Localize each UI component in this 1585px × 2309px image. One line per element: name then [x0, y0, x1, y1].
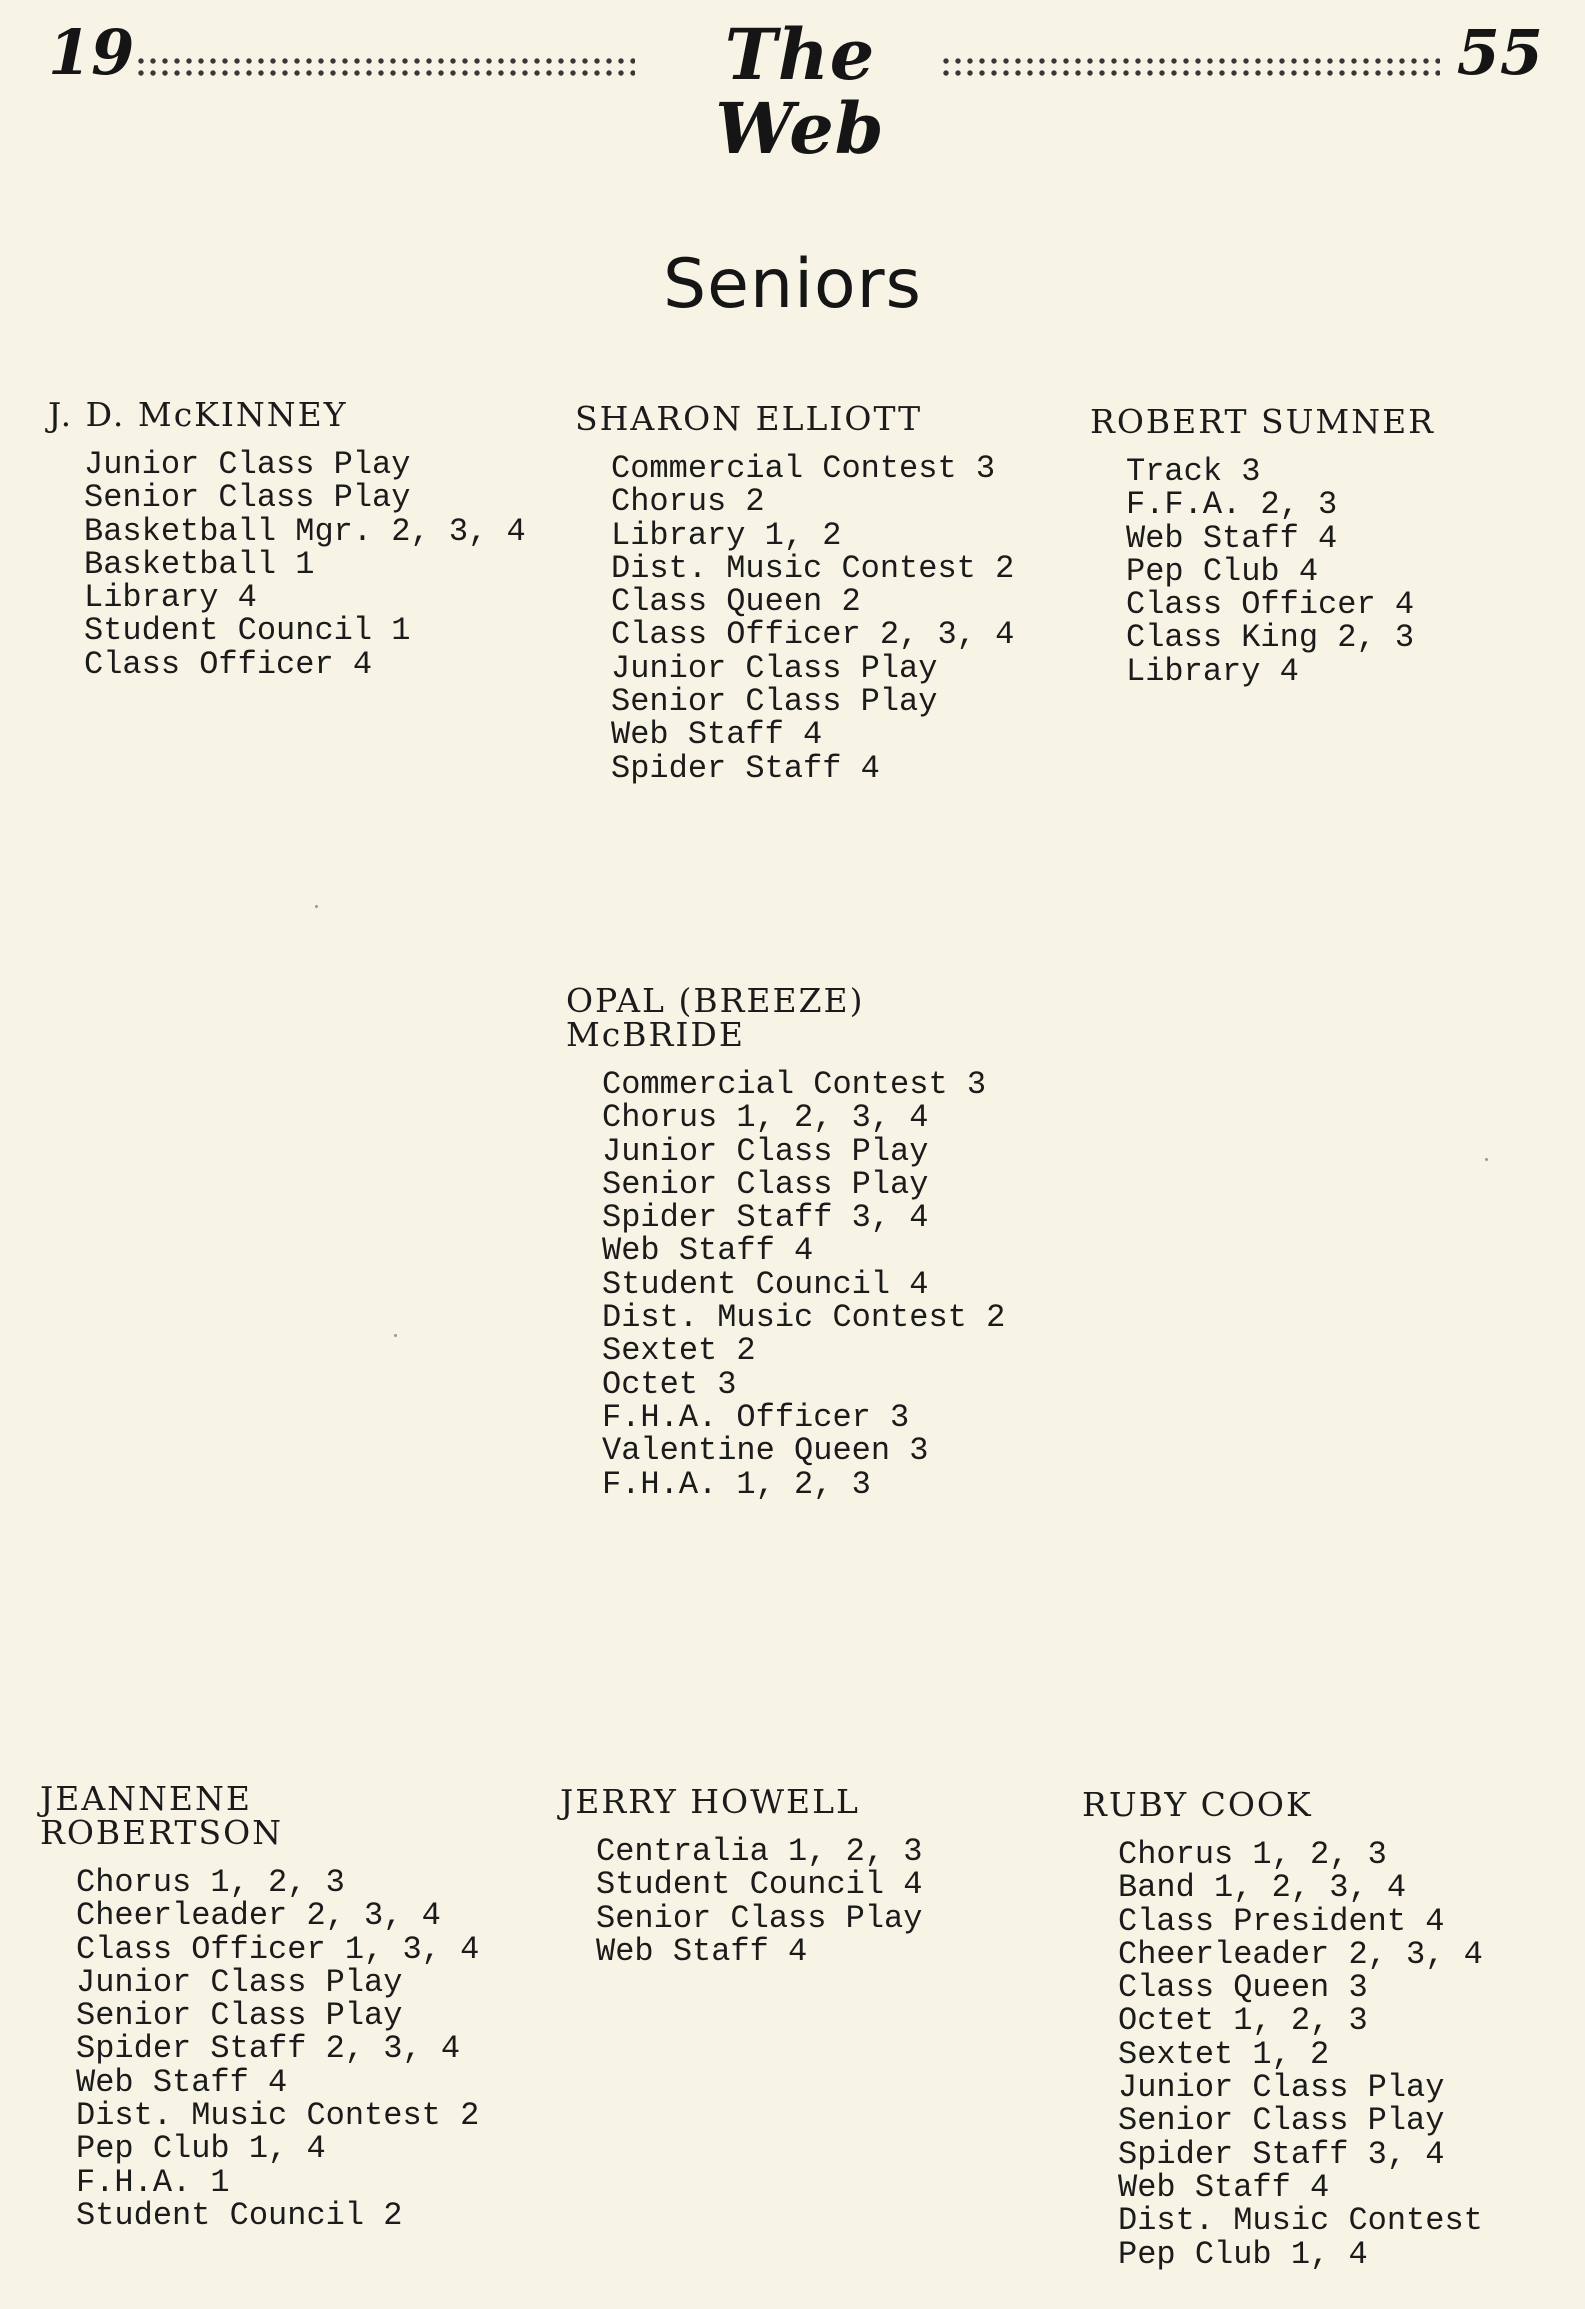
activity-item: Cheerleader 2, 3, 4: [76, 1897, 441, 1935]
activity-item: F.F.A. 2, 3: [1126, 486, 1338, 524]
year-right: 55: [1456, 16, 1543, 89]
student-entry: [560, 1782, 923, 1970]
activity-item: Octet 1, 2, 3: [1118, 2002, 1368, 2040]
activity-item: Centralia 1, 2, 3: [596, 1833, 923, 1870]
student-name: [1090, 402, 1436, 441]
activity-item: Pep Club 1, 4: [1118, 2235, 1368, 2273]
student-name: [40, 1779, 479, 1852]
activity-item: Track 3: [1126, 453, 1261, 490]
activity-list: [602, 1068, 1005, 1501]
paper-speck: [1485, 1158, 1488, 1161]
student-name: [1082, 1785, 1483, 1824]
activity-item: F.H.A. 1, 2, 3: [602, 1465, 871, 1503]
activity-item: Class Queen 3: [1118, 1969, 1368, 2007]
activity-item: Octet 3: [602, 1365, 737, 1403]
student-entry: [1090, 402, 1436, 690]
year-left: 19: [48, 16, 135, 89]
student-name: [566, 981, 1005, 1054]
activity-item: Junior Class Play: [602, 1132, 929, 1170]
activity-item: Web Staff 4: [76, 2063, 288, 2101]
activity-list: [84, 448, 526, 681]
activity-item: Spider Staff 2, 3, 4: [76, 2030, 461, 2068]
activity-item: Chorus 1, 2, 3: [76, 1864, 345, 1901]
student-entry: [566, 981, 1006, 1503]
activity-item: Commercial Contest 3: [611, 450, 996, 487]
activity-item: Dist. Music Contest 2: [611, 549, 1015, 587]
activity-item: Student Council 2: [76, 2196, 403, 2234]
activity-item: Class Officer 4: [84, 645, 373, 683]
activity-item: Class Officer 1, 3, 4: [76, 1930, 480, 1968]
activity-item: Dist. Music Contest: [1118, 2202, 1483, 2240]
activity-item: Class Officer 4: [1126, 586, 1415, 624]
student-name-line: JEANNENE: [40, 1779, 252, 1818]
activity-item: Spider Staff 4: [611, 749, 880, 787]
activity-item: Senior Class Play: [611, 683, 938, 721]
activity-item: Pep Club 1, 4: [76, 2130, 326, 2168]
activity-item: Basketball Mgr. 2, 3, 4: [84, 512, 526, 550]
activity-item: Band 1, 2, 3, 4: [1118, 1869, 1407, 1907]
student-entry: [48, 395, 526, 683]
activity-item: Senior Class Play: [76, 1997, 403, 2035]
header-ornament-right: [940, 55, 1440, 79]
activity-item: Sextet 1, 2: [1118, 2035, 1330, 2073]
activity-item: Library 1, 2: [611, 516, 842, 554]
activity-item: Junior Class Play: [611, 649, 938, 687]
activity-item: Valentine Queen 3: [602, 1432, 929, 1470]
student-name-line: RUBY COOK: [1082, 1785, 1313, 1824]
activity-item: Web Staff 4: [596, 1932, 808, 1970]
activity-item: Chorus 1, 2, 3: [1118, 1836, 1387, 1873]
student-name-line: McBRIDE: [566, 1015, 745, 1054]
activity-item: Senior Class Play: [84, 479, 411, 517]
activity-item: Library 4: [1126, 652, 1299, 690]
activity-item: Commercial Contest 3: [602, 1066, 987, 1103]
activity-item: Senior Class Play: [602, 1165, 929, 1203]
paper-speck: [394, 1334, 397, 1337]
activity-item: Cheerleader 2, 3, 4: [1118, 1935, 1483, 1973]
student-name-line: ROBERTSON: [40, 1813, 284, 1852]
student-name-line: J. D. McKINNEY: [48, 395, 348, 434]
activity-item: Student Council 4: [596, 1866, 923, 1904]
student-entry: [40, 1779, 480, 2234]
activity-item: Chorus 1, 2, 3, 4: [602, 1099, 929, 1137]
student-entry: [1082, 1785, 1483, 2273]
student-name-line: JERRY HOWELL: [560, 1782, 860, 1821]
publication-title: The Web: [715, 13, 885, 170]
activity-item: Web Staff 4: [1118, 2168, 1330, 2206]
activity-item: Spider Staff 3, 4: [1118, 2135, 1445, 2173]
student-name: [48, 395, 526, 434]
activity-item: Sextet 2: [602, 1332, 756, 1370]
activity-item: Spider Staff 3, 4: [602, 1199, 929, 1237]
activity-item: Class Officer 2, 3, 4: [611, 616, 1015, 654]
activity-item: Senior Class Play: [1118, 2102, 1445, 2140]
activity-item: Class President 4: [1118, 1902, 1445, 1940]
student-name-line: ROBERT SUMNER: [1090, 402, 1436, 441]
student-name-line: OPAL (BREEZE): [566, 981, 865, 1020]
activity-item: F.H.A. Officer 3: [602, 1398, 910, 1436]
activity-item: Class King 2, 3: [1126, 619, 1415, 657]
activity-list: [611, 452, 1014, 785]
activity-item: Dist. Music Contest 2: [602, 1299, 1006, 1337]
activity-item: Web Staff 4: [611, 716, 823, 754]
activity-item: Library 4: [84, 579, 257, 617]
activity-item: Senior Class Play: [596, 1899, 923, 1937]
activity-item: Basketball 1: [84, 545, 315, 583]
activity-item: Junior Class Play: [84, 446, 411, 483]
activity-list: [76, 1866, 479, 2232]
activity-item: Student Council 4: [602, 1265, 929, 1303]
activity-item: Junior Class Play: [1118, 2069, 1445, 2107]
activity-item: Class Queen 2: [611, 583, 861, 621]
section-title: Seniors: [663, 245, 922, 324]
activity-list: [596, 1835, 922, 1968]
activity-item: F.H.A. 1: [76, 2163, 230, 2201]
student-name: [560, 1782, 922, 1821]
student-name: [575, 399, 1014, 438]
student-name-line: SHARON ELLIOTT: [575, 399, 923, 438]
activity-list: [1126, 455, 1435, 688]
activity-item: Student Council 1: [84, 612, 411, 650]
activity-item: Web Staff 4: [1126, 519, 1338, 557]
activity-item: Dist. Music Contest 2: [76, 2097, 480, 2135]
activity-item: Web Staff 4: [602, 1232, 814, 1270]
activity-item: Chorus 2: [611, 483, 765, 521]
activity-list: [1118, 1838, 1483, 2271]
paper-speck: [315, 905, 318, 908]
header-ornament-left: [135, 55, 635, 79]
activity-item: Pep Club 4: [1126, 552, 1319, 590]
student-entry: [575, 399, 1015, 787]
activity-item: Junior Class Play: [76, 1963, 403, 2001]
